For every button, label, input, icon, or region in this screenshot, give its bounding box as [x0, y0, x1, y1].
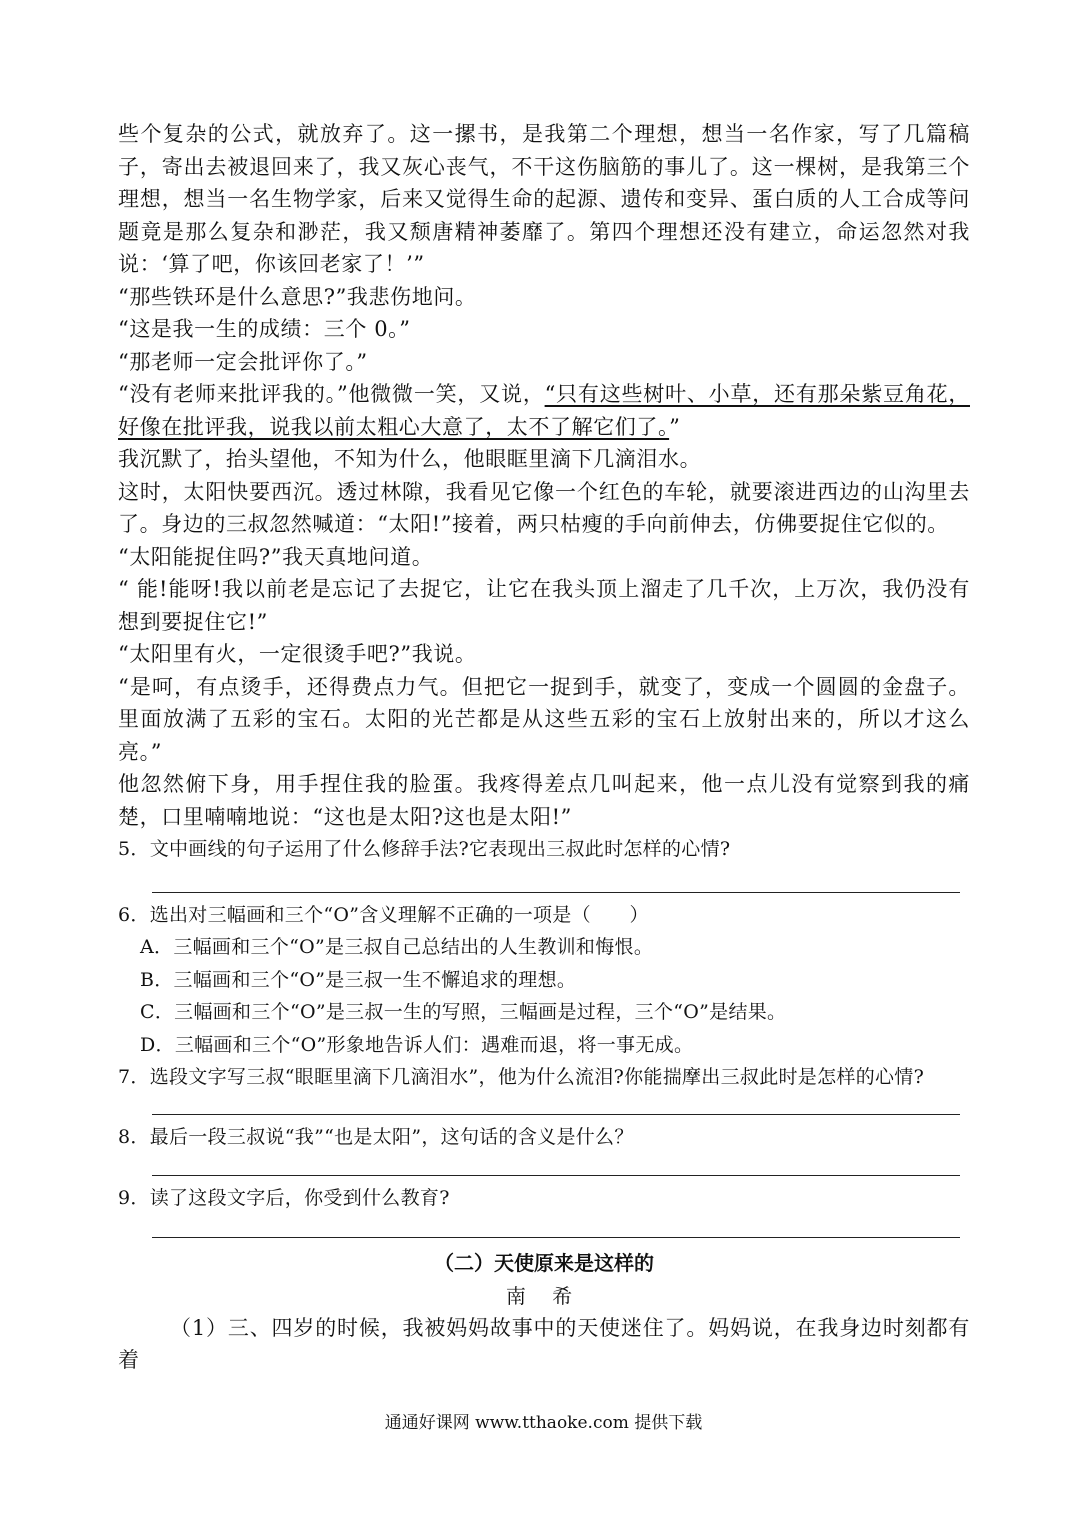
- text: “没有老师来批评我的。”他微微一笑，又说，: [118, 382, 545, 406]
- story-paragraph: “这是我一生的成绩：三个 0。”: [118, 317, 411, 341]
- story-paragraph: “那些铁环是什么意思?”我悲伤地问。: [118, 284, 477, 309]
- story-paragraph: “是呵，有点烫手，还得费点力气。但把它一捉到手，就变了，变成一个圆圆的金盘子。里面放满了五彩的宝石。太阳的光芒都是从这些五彩的宝石上放射出来的，所以才这么亮。”: [118, 674, 970, 764]
- section-author: 南 希: [505, 1283, 583, 1308]
- option-b: B．三幅画和三个“O”是三叔一生不懈追求的理想。: [140, 968, 577, 991]
- option-a: A．三幅画和三个“O”是三叔自己总结出的人生教训和悔恨。: [140, 936, 654, 958]
- question-6: 6．选出对三幅画和三个“O”含义理解不正确的一项是（ ）: [118, 903, 649, 926]
- page-footer: 通通好课网 www.tthaoke.com 提供下载: [384, 1413, 703, 1433]
- story-paragraph: 这时，太阳快要西沉。透过林隙，我看见它像一个红色的车轮，就要滚进西边的山沟里去了。身边的三叔忽然喊道：“太阳!”接着，两只枯瘦的手向前伸去，仿佛要捉住它似的。: [118, 479, 970, 536]
- question-5: 5．文中画线的句子运用了什么修辞手法?它表现出三叔此时怎样的心情?: [118, 838, 731, 860]
- question-9: 9．读了这段文字后，你受到什么教育?: [118, 1187, 450, 1209]
- story-paragraph: 他忽然俯下身，用手捏住我的脸蛋。我疼得差点几叫起来，他一点儿没有觉察到我的痛楚，口里喃喃地说：“这也是太阳?这也是太阳!”: [118, 772, 970, 829]
- story-paragraph: “太阳能捉住吗?”我天真地问道。: [118, 544, 434, 569]
- document-page: [118, 118, 970, 1377]
- underlined-sentence: “只有这些树叶、小草，还有那朵紫豆角花，好像在批评我，说我以前太粗心大意了，太不了解它们了。: [118, 382, 970, 439]
- story-paragraph: “ 能!能呀!我以前老是忘记了去捉它，让它在我头顶上溜走了几千次，上万次，我仍没有想到要捉住它!”: [118, 577, 970, 634]
- question-8: 8．最后一段三叔说“我”“也是太阳”，这句话的含义是什么？: [118, 1125, 634, 1148]
- section-title: （二）天使原来是这样的: [434, 1250, 654, 1275]
- question-7: 7．选段文字写三叔“眼眶里滴下几滴泪水”，他为什么流泪?你能揣摩出三叔此时是怎样的心情?: [118, 1066, 925, 1088]
- story-paragraph-underlined: [118, 378, 970, 443]
- story-paragraph: 我沉默了，抬头望他，不知为什么，他眼眶里滴下几滴泪水。: [118, 447, 702, 471]
- story-paragraph: “太阳里有火，一定很烫手吧?”我说。: [118, 642, 477, 666]
- section-paragraph: （1）三、四岁的时候，我被妈妈故事中的天使迷住了。妈妈说，在我身边时刻都有着: [118, 1315, 970, 1372]
- story-paragraph: “那老师一定会批评你了。”: [118, 349, 368, 374]
- option-d: D．三幅画和三个“O”形象地告诉人们：遇难而退，将一事无成。: [140, 1033, 694, 1056]
- option-c: C．三幅画和三个“O”是三叔一生的写照，三幅画是过程，三个“O”是结果。: [140, 1001, 787, 1023]
- text: ”: [669, 414, 681, 439]
- story-paragraph: 些个复杂的公式，就放弃了。这一摞书，是我第二个理想，想当一名作家，写了几篇稿子，寄出去被退回来了，我又灰心丧气，不干这伤脑筋的事儿了。这一棵树，是我第三个理想，想当一名生物学家，后来又觉得生命的起源、遗传和变异、蛋白质的人工合成等问题竟是那么复杂和渺茫，我又颓唐精神萎靡了。第四个理想还没有建立，命运忽然对我说：‘算了吧，你该回老家了！’”: [118, 122, 970, 276]
